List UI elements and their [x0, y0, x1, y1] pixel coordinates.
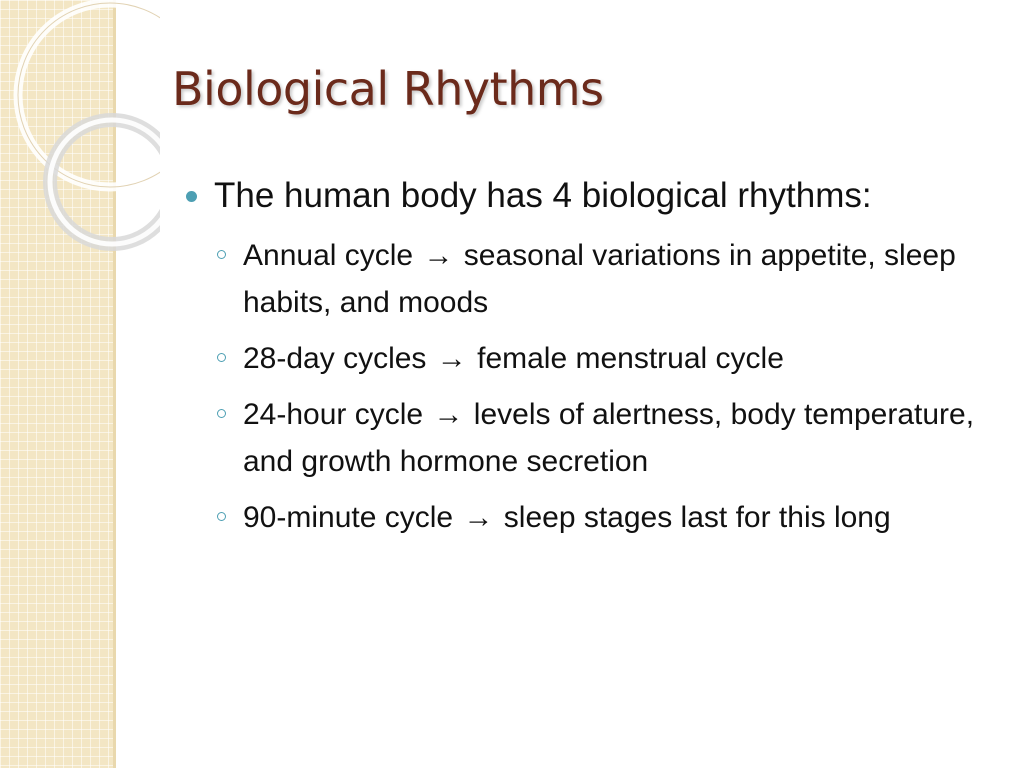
- slide-body: [186, 172, 1006, 550]
- decorative-rings-icon: [0, 0, 160, 300]
- ring-bullet-icon: [217, 250, 226, 259]
- ring-bullet-icon: [217, 353, 226, 362]
- sub-bullet-list: [216, 232, 1006, 541]
- sub-bullet-description: levels of alertness, body temperature, and growth hormone secretion: [243, 398, 975, 478]
- sub-bullet-item: [216, 335, 1006, 382]
- sub-bullet-description: seasonal variations in appetite, sleep habits, and moods: [243, 239, 956, 319]
- filled-circle-bullet-icon: [186, 191, 197, 202]
- bullet-item: [186, 172, 1006, 220]
- ring-bullet-icon: [217, 512, 226, 521]
- right-arrow-icon: →: [423, 239, 454, 272]
- right-arrow-icon: →: [463, 501, 494, 534]
- right-arrow-icon: →: [436, 342, 467, 375]
- sub-bullet-label: 28-day cycles: [243, 342, 427, 375]
- right-arrow-icon: →: [433, 398, 464, 431]
- sub-bullet-item: [216, 232, 1006, 326]
- bullet-text: The human body has 4 biological rhythms:: [214, 176, 872, 215]
- sub-bullet-description: female menstrual cycle: [477, 342, 784, 375]
- sub-bullet-item: [216, 391, 1006, 485]
- sub-bullet-label: 24-hour cycle: [243, 398, 424, 431]
- sub-bullet-item: [216, 494, 1006, 541]
- ring-bullet-icon: [217, 409, 226, 418]
- slide-title: Biological Rhythms: [172, 62, 604, 116]
- sub-bullet-description: sleep stages last for this long: [503, 501, 891, 534]
- sub-bullet-label: 90-minute cycle: [243, 501, 454, 534]
- sub-bullet-label: Annual cycle: [243, 239, 414, 272]
